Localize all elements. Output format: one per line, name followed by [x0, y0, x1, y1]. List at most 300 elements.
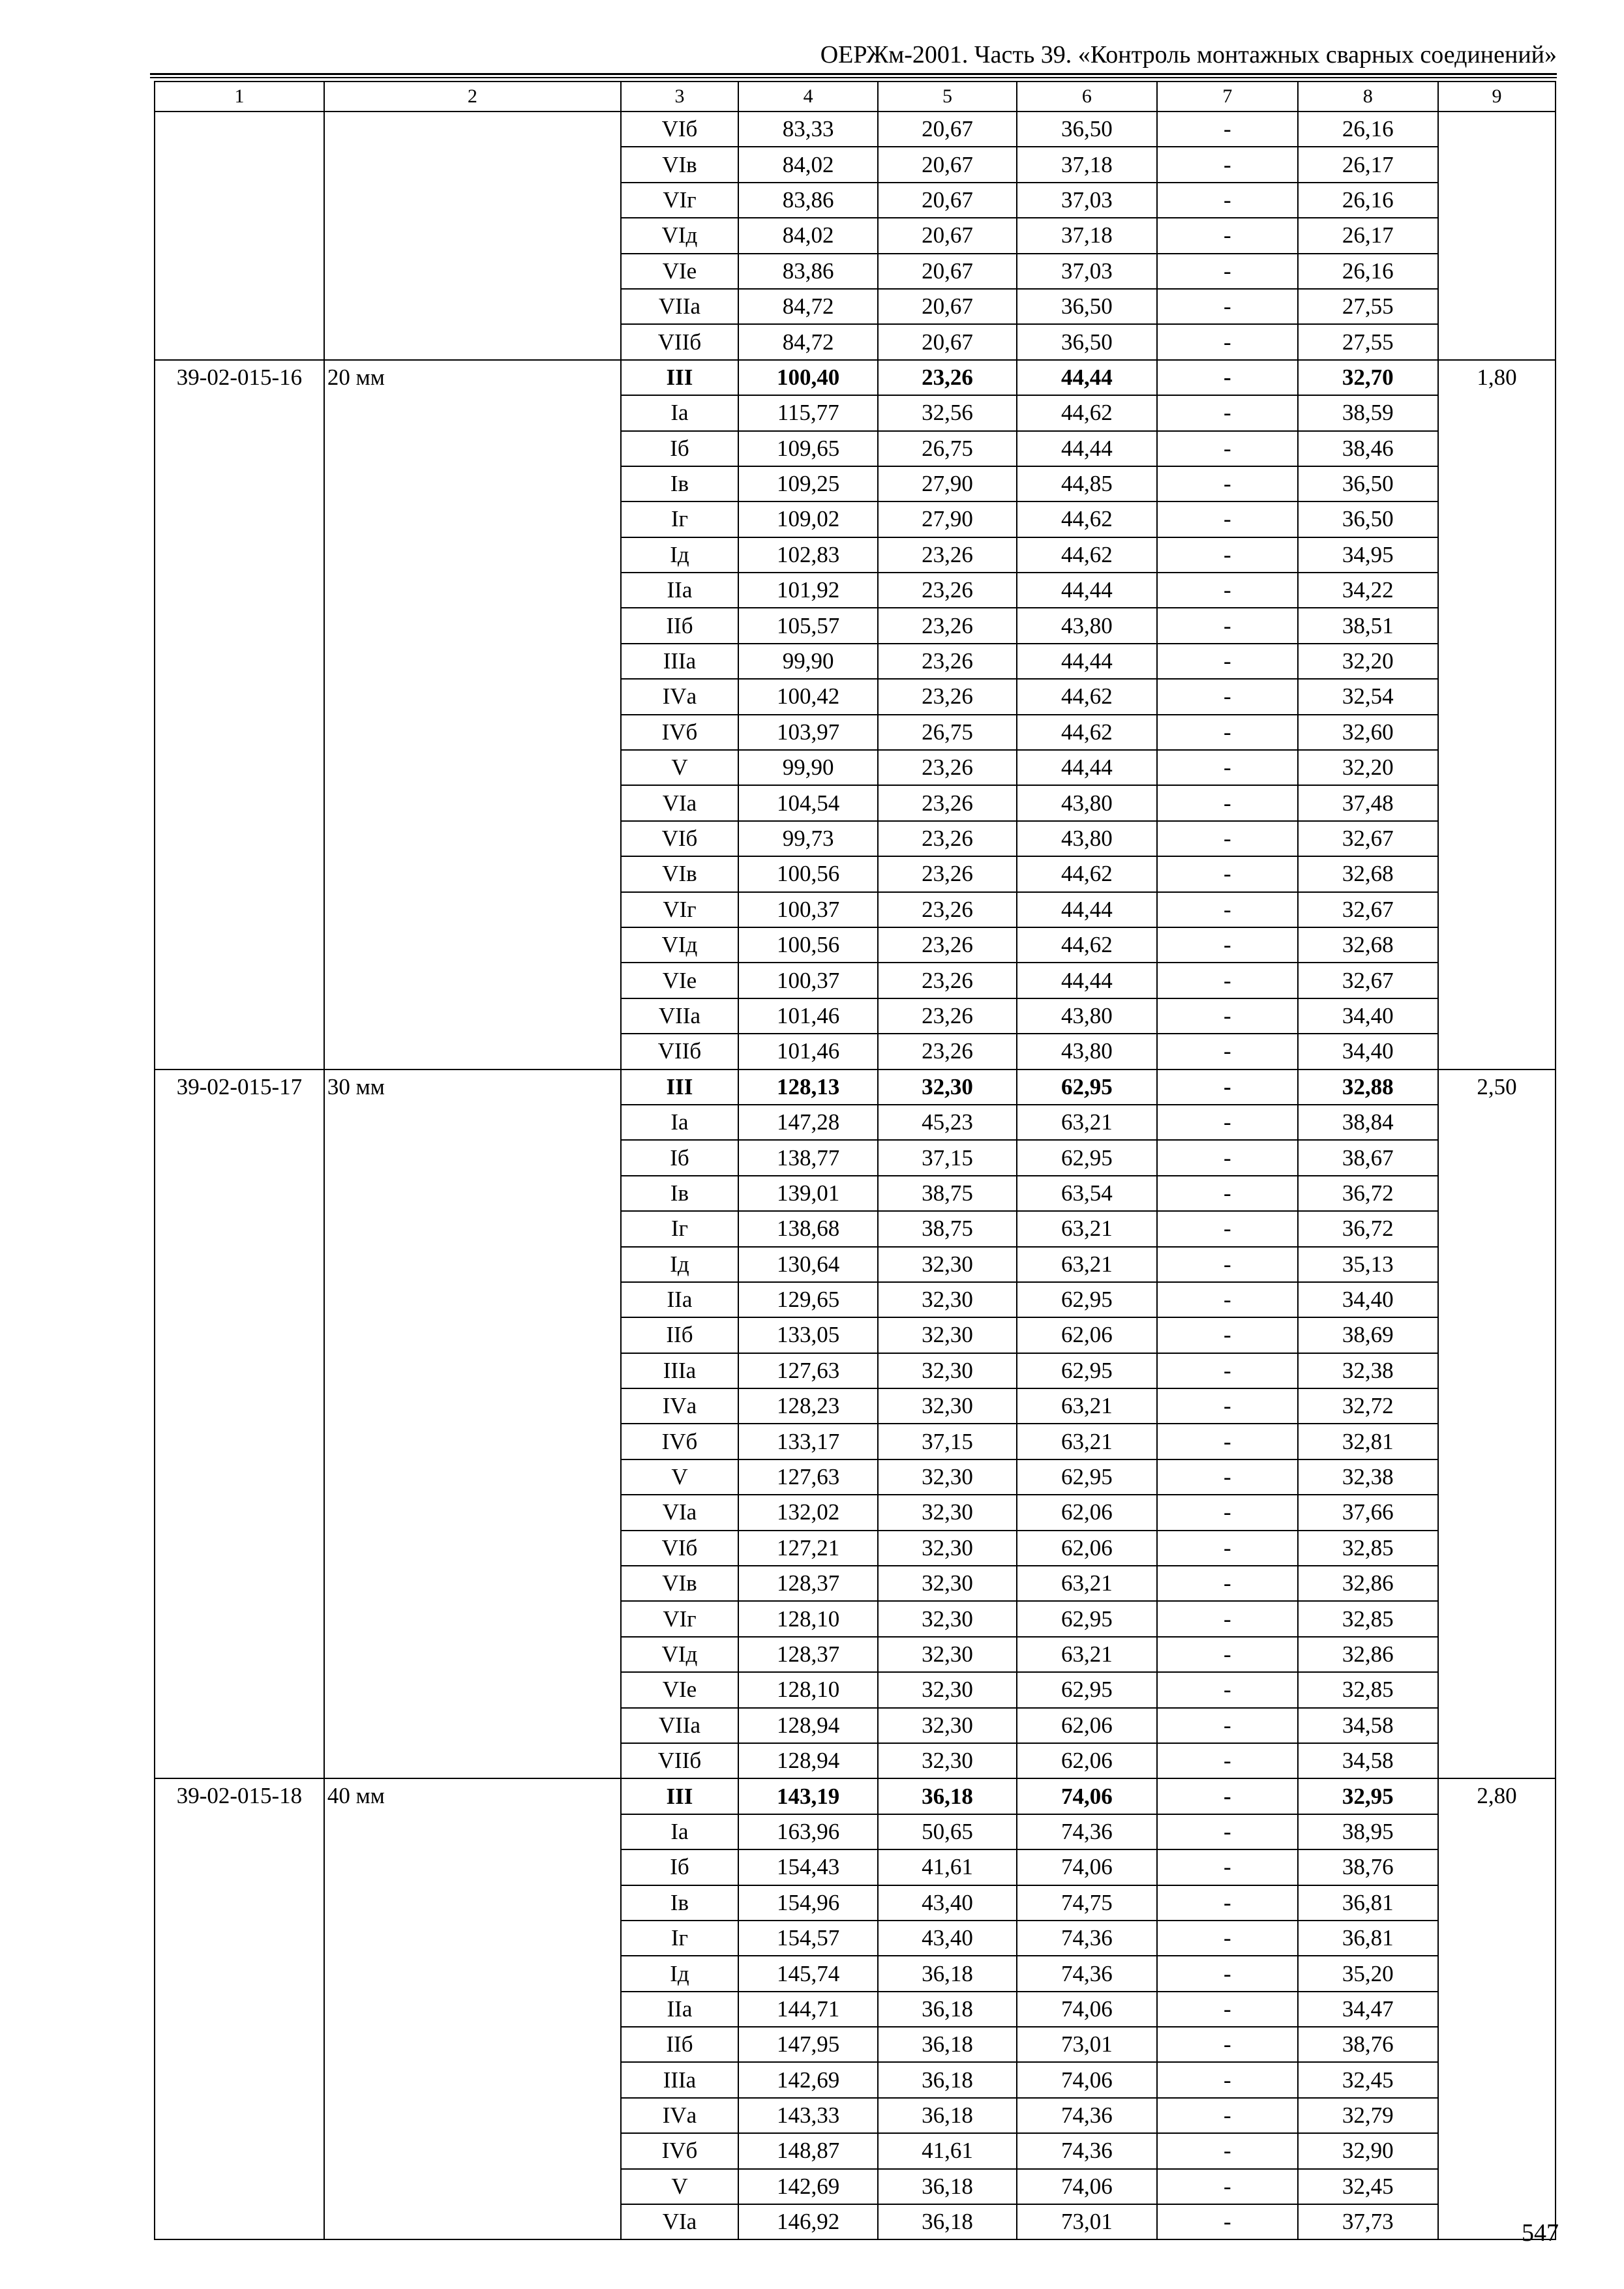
- value-col4: 163,96: [738, 1814, 878, 1849]
- value-col8: 32,86: [1298, 1637, 1438, 1672]
- value-col8: 38,69: [1298, 1317, 1438, 1353]
- value-col5: 23,26: [878, 644, 1016, 679]
- value-col5: 32,30: [878, 1247, 1016, 1282]
- value-col6: 63,21: [1017, 1637, 1157, 1672]
- value-col7: -: [1157, 644, 1297, 679]
- row-roman-numeral: VIв: [621, 1566, 738, 1601]
- value-col7: -: [1157, 1708, 1297, 1743]
- value-col7: -: [1157, 537, 1297, 573]
- value-col4: 128,13: [738, 1070, 878, 1105]
- value-col4: 139,01: [738, 1176, 878, 1211]
- value-col5: 23,26: [878, 608, 1016, 643]
- value-col7: -: [1157, 1601, 1297, 1636]
- value-col6: 63,21: [1017, 1566, 1157, 1601]
- value-col7: -: [1157, 1778, 1297, 1814]
- value-col8: 26,17: [1298, 218, 1438, 253]
- value-col6: 74,06: [1017, 2169, 1157, 2204]
- value-col7: -: [1157, 2098, 1297, 2133]
- value-col8: 37,66: [1298, 1495, 1438, 1530]
- value-col4: 147,28: [738, 1105, 878, 1140]
- value-col6: 44,62: [1017, 537, 1157, 573]
- row-roman-numeral: VIе: [621, 254, 738, 289]
- value-col6: 74,06: [1017, 1849, 1157, 1885]
- value-col5: 26,75: [878, 715, 1016, 750]
- value-col5: 32,56: [878, 395, 1016, 430]
- value-col8: 36,81: [1298, 1885, 1438, 1921]
- value-col5: 20,67: [878, 324, 1016, 359]
- row-roman-numeral: VIIа: [621, 289, 738, 324]
- value-col4: 128,23: [738, 1388, 878, 1424]
- value-col6: 44,62: [1017, 856, 1157, 891]
- value-col6: 74,36: [1017, 2133, 1157, 2168]
- item-code: 39-02-015-16: [155, 360, 324, 1070]
- row-roman-numeral: Iб: [621, 1849, 738, 1885]
- value-col4: 83,86: [738, 254, 878, 289]
- price-table: [154, 81, 1556, 2240]
- value-col5: 23,26: [878, 856, 1016, 891]
- value-col6: 36,50: [1017, 112, 1157, 147]
- value-col5: 50,65: [878, 1814, 1016, 1849]
- value-col4: 133,05: [738, 1317, 878, 1353]
- row-roman-numeral: Iд: [621, 1956, 738, 1991]
- value-col7: -: [1157, 1140, 1297, 1175]
- value-col8: 34,22: [1298, 573, 1438, 608]
- value-col4: 128,37: [738, 1566, 878, 1601]
- value-col7: -: [1157, 466, 1297, 501]
- value-col5: 32,30: [878, 1459, 1016, 1495]
- value-col8: 32,81: [1298, 1424, 1438, 1459]
- value-col7: -: [1157, 998, 1297, 1034]
- value-col8: 34,58: [1298, 1743, 1438, 1778]
- value-col5: 23,26: [878, 892, 1016, 927]
- item-code: 39-02-015-17: [155, 1070, 324, 1779]
- value-col4: 146,92: [738, 2204, 878, 2239]
- row-roman-numeral: Iг: [621, 1211, 738, 1246]
- value-col8: 32,20: [1298, 644, 1438, 679]
- value-col8: 32,38: [1298, 1459, 1438, 1495]
- value-col7: -: [1157, 1105, 1297, 1140]
- value-col8: 37,48: [1298, 785, 1438, 820]
- value-col7: -: [1157, 2169, 1297, 2204]
- value-col6: 74,36: [1017, 1921, 1157, 1956]
- value-col4: 101,46: [738, 998, 878, 1034]
- value-col5: 36,18: [878, 2169, 1016, 2204]
- value-col7: -: [1157, 2204, 1297, 2239]
- value-col7: -: [1157, 2027, 1297, 2062]
- value-col4: 105,57: [738, 608, 878, 643]
- value-col6: 62,95: [1017, 1672, 1157, 1707]
- row-roman-numeral: Iа: [621, 1105, 738, 1140]
- row-roman-numeral: VIIа: [621, 1708, 738, 1743]
- row-roman-numeral: VIа: [621, 785, 738, 820]
- value-col5: 36,18: [878, 2027, 1016, 2062]
- value-col5: 23,26: [878, 998, 1016, 1034]
- value-col7: -: [1157, 892, 1297, 927]
- value-col6: 36,50: [1017, 324, 1157, 359]
- item-col9-value: 1,80: [1438, 360, 1556, 1070]
- value-col8: 36,81: [1298, 1921, 1438, 1956]
- value-col6: 43,80: [1017, 608, 1157, 643]
- value-col6: 62,95: [1017, 1601, 1157, 1636]
- value-col6: 74,75: [1017, 1885, 1157, 1921]
- value-col6: 43,80: [1017, 785, 1157, 820]
- row-roman-numeral: IIIа: [621, 1353, 738, 1388]
- value-col4: 144,71: [738, 1992, 878, 2027]
- value-col8: 35,20: [1298, 1956, 1438, 1991]
- value-col6: 43,80: [1017, 1034, 1157, 1069]
- value-col4: 100,42: [738, 679, 878, 714]
- row-roman-numeral: Iб: [621, 431, 738, 466]
- value-col7: -: [1157, 821, 1297, 856]
- row-roman-numeral: IVа: [621, 679, 738, 714]
- value-col4: 128,10: [738, 1601, 878, 1636]
- table-row: [155, 1778, 1556, 1814]
- column-number: 6: [1017, 82, 1157, 112]
- value-col6: 36,50: [1017, 289, 1157, 324]
- value-col8: 36,72: [1298, 1211, 1438, 1246]
- value-col5: 32,30: [878, 1708, 1016, 1743]
- value-col5: 36,18: [878, 1992, 1016, 2027]
- value-col4: 129,65: [738, 1282, 878, 1317]
- row-roman-numeral: VIв: [621, 147, 738, 182]
- column-number: 4: [738, 82, 878, 112]
- value-col7: -: [1157, 1495, 1297, 1530]
- row-roman-numeral: VIг: [621, 183, 738, 218]
- row-roman-numeral: Iд: [621, 1247, 738, 1282]
- value-col4: 100,56: [738, 856, 878, 891]
- column-number: 1: [155, 82, 324, 112]
- value-col5: 20,67: [878, 147, 1016, 182]
- value-col8: 32,20: [1298, 750, 1438, 785]
- value-col8: 38,46: [1298, 431, 1438, 466]
- value-col7: -: [1157, 1282, 1297, 1317]
- row-roman-numeral: VIIб: [621, 1034, 738, 1069]
- value-col8: 34,40: [1298, 998, 1438, 1034]
- value-col7: -: [1157, 1956, 1297, 1991]
- value-col5: 36,18: [878, 2204, 1016, 2239]
- value-col4: 128,37: [738, 1637, 878, 1672]
- value-col5: 32,30: [878, 1672, 1016, 1707]
- value-col8: 32,54: [1298, 679, 1438, 714]
- value-col7: -: [1157, 2133, 1297, 2168]
- value-col6: 44,62: [1017, 927, 1157, 963]
- value-col8: 32,67: [1298, 892, 1438, 927]
- value-col6: 74,36: [1017, 1814, 1157, 1849]
- value-col7: -: [1157, 1921, 1297, 1956]
- value-col4: 84,72: [738, 289, 878, 324]
- value-col5: 23,26: [878, 963, 1016, 998]
- value-col7: -: [1157, 254, 1297, 289]
- row-roman-numeral: Iв: [621, 1885, 738, 1921]
- value-col6: 73,01: [1017, 2204, 1157, 2239]
- value-col6: 62,06: [1017, 1531, 1157, 1566]
- value-col7: -: [1157, 1424, 1297, 1459]
- value-col6: 62,95: [1017, 1353, 1157, 1388]
- row-roman-numeral: VIIб: [621, 324, 738, 359]
- item-code: [155, 112, 324, 360]
- value-col5: 36,18: [878, 2062, 1016, 2097]
- row-roman-numeral: IVа: [621, 1388, 738, 1424]
- value-col8: 37,73: [1298, 2204, 1438, 2239]
- item-thickness: [324, 112, 621, 360]
- value-col6: 74,06: [1017, 1778, 1157, 1814]
- value-col8: 32,95: [1298, 1778, 1438, 1814]
- row-roman-numeral: Iв: [621, 466, 738, 501]
- value-col8: 26,16: [1298, 112, 1438, 147]
- value-col5: 38,75: [878, 1211, 1016, 1246]
- value-col6: 44,85: [1017, 466, 1157, 501]
- value-col7: -: [1157, 1317, 1297, 1353]
- value-col4: 130,64: [738, 1247, 878, 1282]
- value-col5: 36,18: [878, 2098, 1016, 2133]
- row-roman-numeral: VIIб: [621, 1743, 738, 1778]
- value-col6: 63,21: [1017, 1105, 1157, 1140]
- page-number: 547: [1522, 2219, 1559, 2247]
- table-row: [155, 1070, 1556, 1105]
- value-col4: 102,83: [738, 537, 878, 573]
- value-col7: -: [1157, 147, 1297, 182]
- value-col7: -: [1157, 785, 1297, 820]
- value-col4: 128,94: [738, 1708, 878, 1743]
- row-roman-numeral: Iг: [621, 501, 738, 537]
- value-col6: 37,18: [1017, 147, 1157, 182]
- row-roman-numeral: IVб: [621, 715, 738, 750]
- value-col6: 44,44: [1017, 963, 1157, 998]
- value-col4: 154,57: [738, 1921, 878, 1956]
- value-col7: -: [1157, 324, 1297, 359]
- value-col7: -: [1157, 1388, 1297, 1424]
- value-col8: 32,85: [1298, 1672, 1438, 1707]
- row-roman-numeral: VIе: [621, 1672, 738, 1707]
- value-col8: 32,85: [1298, 1531, 1438, 1566]
- value-col4: 109,02: [738, 501, 878, 537]
- value-col8: 32,85: [1298, 1601, 1438, 1636]
- item-thickness: 20 мм: [324, 360, 621, 1070]
- value-col6: 43,80: [1017, 821, 1157, 856]
- value-col8: 32,70: [1298, 360, 1438, 395]
- value-col6: 63,21: [1017, 1211, 1157, 1246]
- value-col8: 34,40: [1298, 1282, 1438, 1317]
- value-col6: 62,06: [1017, 1317, 1157, 1353]
- value-col8: 27,55: [1298, 324, 1438, 359]
- value-col4: 133,17: [738, 1424, 878, 1459]
- value-col8: 32,79: [1298, 2098, 1438, 2133]
- row-roman-numeral: IVа: [621, 2098, 738, 2133]
- row-roman-numeral: VIб: [621, 112, 738, 147]
- value-col5: 26,75: [878, 431, 1016, 466]
- value-col8: 32,88: [1298, 1070, 1438, 1105]
- row-roman-numeral: Iа: [621, 1814, 738, 1849]
- row-roman-numeral: VIг: [621, 1601, 738, 1636]
- value-col8: 36,72: [1298, 1176, 1438, 1211]
- row-roman-numeral: III: [621, 1070, 738, 1105]
- item-code: 39-02-015-18: [155, 1778, 324, 2239]
- value-col5: 20,67: [878, 289, 1016, 324]
- value-col7: -: [1157, 1672, 1297, 1707]
- row-roman-numeral: IVб: [621, 1424, 738, 1459]
- value-col6: 63,21: [1017, 1388, 1157, 1424]
- value-col5: 23,26: [878, 1034, 1016, 1069]
- value-col6: 37,03: [1017, 254, 1157, 289]
- value-col6: 62,06: [1017, 1743, 1157, 1778]
- value-col5: 23,26: [878, 927, 1016, 963]
- value-col4: 100,37: [738, 963, 878, 998]
- value-col7: -: [1157, 395, 1297, 430]
- value-col4: 127,63: [738, 1353, 878, 1388]
- value-col6: 62,95: [1017, 1282, 1157, 1317]
- value-col8: 32,68: [1298, 856, 1438, 891]
- price-table-body: [155, 82, 1556, 2239]
- value-col4: 132,02: [738, 1495, 878, 1530]
- value-col4: 148,87: [738, 2133, 878, 2168]
- value-col4: 142,69: [738, 2169, 878, 2204]
- value-col5: 32,30: [878, 1495, 1016, 1530]
- page-header-title: ОЕРЖм-2001. Часть 39. «Контроль монтажных сварных соединений»: [820, 41, 1557, 68]
- value-col6: 74,36: [1017, 1956, 1157, 1991]
- value-col5: 32,30: [878, 1743, 1016, 1778]
- item-col9-value: 2,50: [1438, 1070, 1556, 1779]
- value-col6: 44,62: [1017, 715, 1157, 750]
- value-col4: 84,02: [738, 147, 878, 182]
- row-roman-numeral: VIд: [621, 1637, 738, 1672]
- value-col7: -: [1157, 1849, 1297, 1885]
- value-col6: 44,44: [1017, 573, 1157, 608]
- value-col4: 101,46: [738, 1034, 878, 1069]
- value-col4: 138,77: [738, 1140, 878, 1175]
- value-col7: -: [1157, 750, 1297, 785]
- value-col7: -: [1157, 1070, 1297, 1105]
- row-roman-numeral: IIб: [621, 608, 738, 643]
- value-col8: 38,59: [1298, 395, 1438, 430]
- value-col7: -: [1157, 289, 1297, 324]
- value-col6: 44,44: [1017, 644, 1157, 679]
- row-roman-numeral: VIе: [621, 963, 738, 998]
- row-roman-numeral: Iг: [621, 1921, 738, 1956]
- value-col5: 32,30: [878, 1388, 1016, 1424]
- value-col4: 99,90: [738, 644, 878, 679]
- value-col8: 38,95: [1298, 1814, 1438, 1849]
- value-col4: 147,95: [738, 2027, 878, 2062]
- value-col8: 27,55: [1298, 289, 1438, 324]
- value-col6: 62,06: [1017, 1495, 1157, 1530]
- value-col4: 143,19: [738, 1778, 878, 1814]
- value-col8: 32,68: [1298, 927, 1438, 963]
- value-col8: 34,40: [1298, 1034, 1438, 1069]
- row-roman-numeral: V: [621, 1459, 738, 1495]
- value-col6: 73,01: [1017, 2027, 1157, 2062]
- value-col5: 38,75: [878, 1176, 1016, 1211]
- value-col5: 32,30: [878, 1070, 1016, 1105]
- value-col7: -: [1157, 1247, 1297, 1282]
- value-col5: 32,30: [878, 1282, 1016, 1317]
- item-thickness: 30 мм: [324, 1070, 621, 1779]
- row-roman-numeral: VIг: [621, 892, 738, 927]
- column-number: 3: [621, 82, 738, 112]
- row-roman-numeral: IIб: [621, 2027, 738, 2062]
- value-col7: -: [1157, 1566, 1297, 1601]
- value-col8: 26,17: [1298, 147, 1438, 182]
- value-col7: -: [1157, 183, 1297, 218]
- value-col7: -: [1157, 1885, 1297, 1921]
- value-col5: 23,26: [878, 573, 1016, 608]
- row-roman-numeral: IVб: [621, 2133, 738, 2168]
- value-col8: 32,60: [1298, 715, 1438, 750]
- row-roman-numeral: Iд: [621, 537, 738, 573]
- value-col6: 63,21: [1017, 1247, 1157, 1282]
- value-col4: 109,65: [738, 431, 878, 466]
- value-col7: -: [1157, 1034, 1297, 1069]
- value-col7: -: [1157, 715, 1297, 750]
- value-col4: 99,90: [738, 750, 878, 785]
- row-roman-numeral: IIа: [621, 573, 738, 608]
- value-col7: -: [1157, 608, 1297, 643]
- item-col9-value: 2,80: [1438, 1778, 1556, 2239]
- row-roman-numeral: IIIа: [621, 2062, 738, 2097]
- value-col4: 127,21: [738, 1531, 878, 1566]
- value-col7: -: [1157, 360, 1297, 395]
- value-col5: 36,18: [878, 1956, 1016, 1991]
- value-col4: 83,33: [738, 112, 878, 147]
- value-col7: -: [1157, 431, 1297, 466]
- value-col4: 127,63: [738, 1459, 878, 1495]
- value-col8: 26,16: [1298, 183, 1438, 218]
- value-col5: 20,67: [878, 254, 1016, 289]
- column-number: 2: [324, 82, 621, 112]
- value-col5: 27,90: [878, 466, 1016, 501]
- value-col5: 23,26: [878, 679, 1016, 714]
- value-col6: 74,06: [1017, 1992, 1157, 2027]
- value-col5: 41,61: [878, 2133, 1016, 2168]
- value-col8: 36,50: [1298, 466, 1438, 501]
- value-col5: 20,67: [878, 183, 1016, 218]
- value-col8: 35,13: [1298, 1247, 1438, 1282]
- value-col5: 23,26: [878, 537, 1016, 573]
- row-roman-numeral: VIб: [621, 821, 738, 856]
- row-roman-numeral: VIа: [621, 1495, 738, 1530]
- value-col7: -: [1157, 1637, 1297, 1672]
- value-col5: 23,26: [878, 821, 1016, 856]
- value-col5: 23,26: [878, 785, 1016, 820]
- column-number-row: [155, 82, 1556, 112]
- value-col6: 44,44: [1017, 431, 1157, 466]
- value-col4: 128,10: [738, 1672, 878, 1707]
- value-col5: 20,67: [878, 218, 1016, 253]
- item-thickness: 40 мм: [324, 1778, 621, 2239]
- value-col6: 62,95: [1017, 1070, 1157, 1105]
- value-col7: -: [1157, 927, 1297, 963]
- value-col6: 44,62: [1017, 395, 1157, 430]
- value-col7: -: [1157, 1531, 1297, 1566]
- header-rule-thick: [150, 73, 1557, 75]
- header-rule-thin: [150, 77, 1557, 78]
- value-col6: 63,21: [1017, 1424, 1157, 1459]
- value-col4: 128,94: [738, 1743, 878, 1778]
- value-col7: -: [1157, 112, 1297, 147]
- value-col7: -: [1157, 1814, 1297, 1849]
- value-col4: 84,02: [738, 218, 878, 253]
- value-col4: 100,40: [738, 360, 878, 395]
- row-roman-numeral: Iб: [621, 1140, 738, 1175]
- row-roman-numeral: IIIа: [621, 644, 738, 679]
- value-col6: 37,03: [1017, 183, 1157, 218]
- value-col5: 27,90: [878, 501, 1016, 537]
- value-col7: -: [1157, 1176, 1297, 1211]
- value-col8: 38,76: [1298, 1849, 1438, 1885]
- row-roman-numeral: VIд: [621, 218, 738, 253]
- value-col7: -: [1157, 1743, 1297, 1778]
- value-col6: 44,62: [1017, 501, 1157, 537]
- value-col4: 142,69: [738, 2062, 878, 2097]
